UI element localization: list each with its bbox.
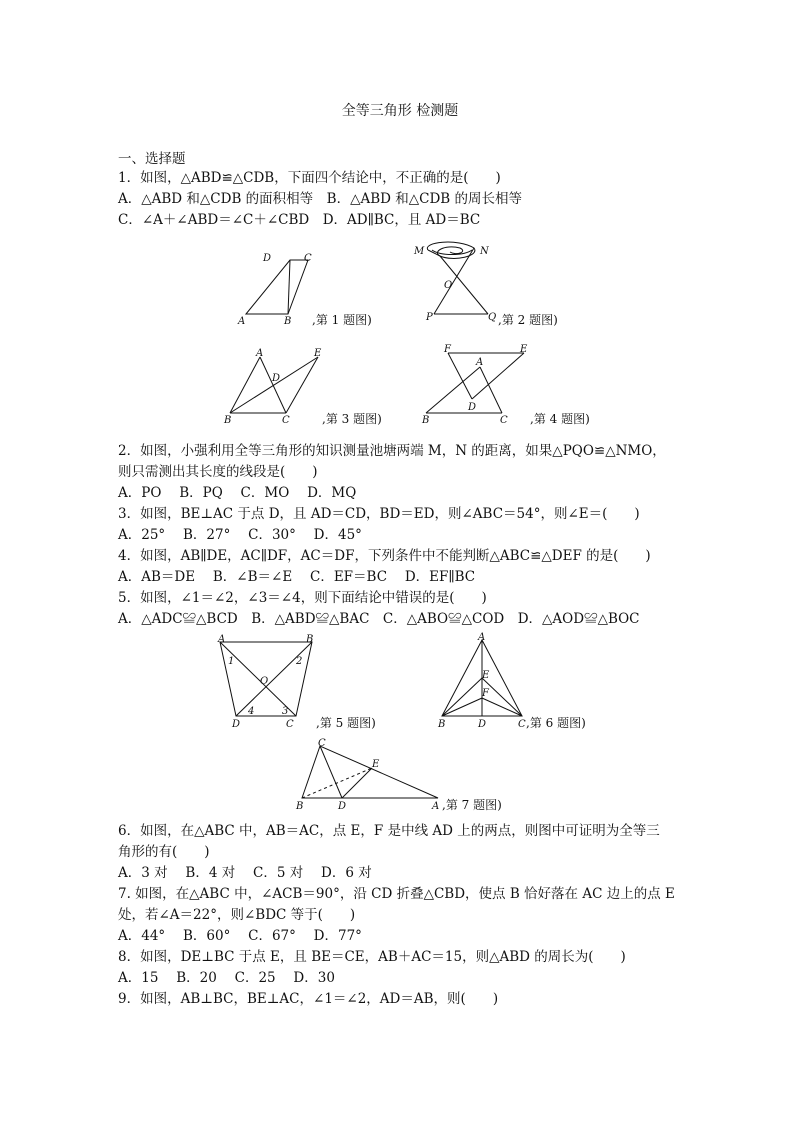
figure-2: [410, 240, 610, 330]
q8-stem: 8．如图，DE⊥BC 于点 E，且 BE＝CE，AB＋AC＝15，则△ABD 的周长为( ): [118, 949, 626, 965]
fig2-label-n: N: [480, 246, 489, 257]
fig1-label-a: A: [238, 316, 246, 327]
figure-7: [294, 736, 534, 816]
fig5-label-o: O: [260, 676, 269, 687]
fig1-label-b: B: [284, 316, 292, 327]
fig1-label-c: C: [304, 253, 312, 264]
figure-5: [212, 632, 412, 732]
q7-stem: 7. 如图，在△ABC 中，∠ACB＝90°，沿 CD 折叠△CBD，使点 B 恰好落在 AC 边上的点 E: [118, 886, 675, 902]
q5-stem: 5．如图，∠1＝∠2，∠3＝∠4，则下面结论中错误的是( ): [118, 590, 487, 606]
q7-options: A．44° B．60° C．67° D．77°: [118, 928, 362, 944]
page-title: 全等三角形 检测题: [341, 103, 459, 119]
q4-options: A．AB＝DE B．∠B＝∠E C．EF＝BC D．EF∥BC: [118, 569, 476, 585]
fig6-label-b: B: [438, 719, 446, 730]
fig7-label-d: D: [338, 801, 347, 812]
fig6-caption: ,第 6 题图): [526, 716, 586, 730]
figure-3: [222, 345, 422, 430]
fig2-caption: ,第 2 题图): [498, 313, 558, 327]
q5-options: A．△ADC≌△BCD B．△ABD≌△BAC C．△ABO≌△COD D．△AOD≌△BOC: [118, 611, 640, 627]
fig7-label-e: E: [372, 759, 380, 770]
q1-options-cd: C．∠A＋∠ABD＝∠C＋∠CBD D．AD∥BC，且 AD＝BC: [118, 212, 481, 228]
fig4-label-c: C: [500, 415, 508, 426]
fig5-label-c: C: [286, 719, 294, 730]
figure-1: [236, 250, 416, 330]
q6-options: A．3 对 B．4 对 C．5 对 D．6 对: [118, 865, 372, 881]
fig2-label-q: Q: [488, 312, 497, 323]
fig5-caption: ,第 5 题图): [316, 716, 376, 730]
fig4-label-f: F: [444, 344, 451, 355]
q2-stem: 2．如图，小强利用全等三角形的知识测量池塘两端 M，N 的距离，如果△PQO≌△NMO，: [118, 443, 666, 459]
fig2-label-o: O: [444, 280, 453, 291]
fig5-angle-2: 2: [296, 656, 303, 667]
fig4-caption: ,第 4 题图): [530, 412, 590, 426]
fig1-caption: ,第 1 题图): [312, 313, 372, 327]
fig3-label-e: E: [314, 348, 322, 359]
q3-options: A．25° B．27° C．30° D．45°: [118, 527, 362, 543]
q9-stem: 9．如图，AB⊥BC，BE⊥AC，∠1＝∠2，AD＝AB，则( ): [118, 991, 499, 1007]
fig4-label-e: E: [520, 344, 528, 355]
figure-4: [418, 345, 628, 430]
fig4-label-a: A: [476, 357, 484, 368]
fig7-label-c: C: [318, 738, 326, 749]
fig5-angle-3: 3: [282, 706, 289, 717]
fig5-angle-4: 4: [248, 706, 255, 717]
q8-options: A．15 B．20 C．25 D．30: [118, 970, 335, 986]
figure-6: [434, 632, 634, 732]
q2-stem-cont: 则只需测出其长度的线段是( ): [118, 464, 318, 480]
fig3-label-c: C: [282, 415, 290, 426]
fig7-caption: ,第 7 题图): [442, 798, 502, 812]
fig2-label-m: M: [414, 246, 425, 257]
q7-stem-cont: 处，若∠A＝22°，则∠BDC 等于( ): [118, 907, 356, 923]
fig6-label-e: E: [482, 670, 490, 681]
q6-stem-cont: 角形的有( ): [118, 844, 210, 860]
fig5-label-d: D: [232, 719, 241, 730]
fig7-label-b: B: [296, 801, 304, 812]
q3-stem: 3．如图，BE⊥AC 于点 D，且 AD＝CD，BD＝ED，则∠ABC＝54°，则∠E＝( ): [118, 506, 640, 522]
fig1-label-d: D: [263, 253, 272, 264]
q6-stem: 6．如图，在△ABC 中，AB＝AC，点 E，F 是中线 AD 上的两点，则图中可证明为全等三: [118, 823, 660, 839]
fig6-label-c: C: [518, 719, 526, 730]
q1-stem: 1．如图，△ABD≌△CDB，下面四个结论中，不正确的是( ): [118, 170, 501, 186]
q2-options: A．PO B．PQ C．MO D．MQ: [118, 485, 357, 501]
fig5-label-b: B: [306, 634, 314, 645]
fig2-label-p: P: [426, 312, 433, 323]
q4-stem: 4．如图，AB∥DE，AC∥DF，AC＝DF，下列条件中不能判断△ABC≌△DEF 的是( ): [118, 548, 651, 564]
q1-options-ab: A．△ABD 和△CDB 的面积相等 B．△ABD 和△CDB 的周长相等: [118, 191, 522, 207]
fig6-label-d: D: [478, 719, 487, 730]
fig4-label-b: B: [422, 415, 430, 426]
fig6-label-a: A: [478, 632, 486, 643]
fig5-angle-1: 1: [228, 656, 235, 667]
section-heading: 一、选择题: [118, 151, 186, 167]
fig3-label-d: D: [272, 373, 281, 384]
fig3-caption: ,第 3 题图): [322, 412, 382, 426]
fig7-label-a: A: [432, 801, 440, 812]
fig4-label-d: D: [468, 402, 477, 413]
fig3-label-a: A: [256, 348, 264, 359]
fig5-label-a: A: [218, 634, 226, 645]
fig6-label-f: F: [482, 688, 489, 699]
fig3-label-b: B: [224, 415, 232, 426]
